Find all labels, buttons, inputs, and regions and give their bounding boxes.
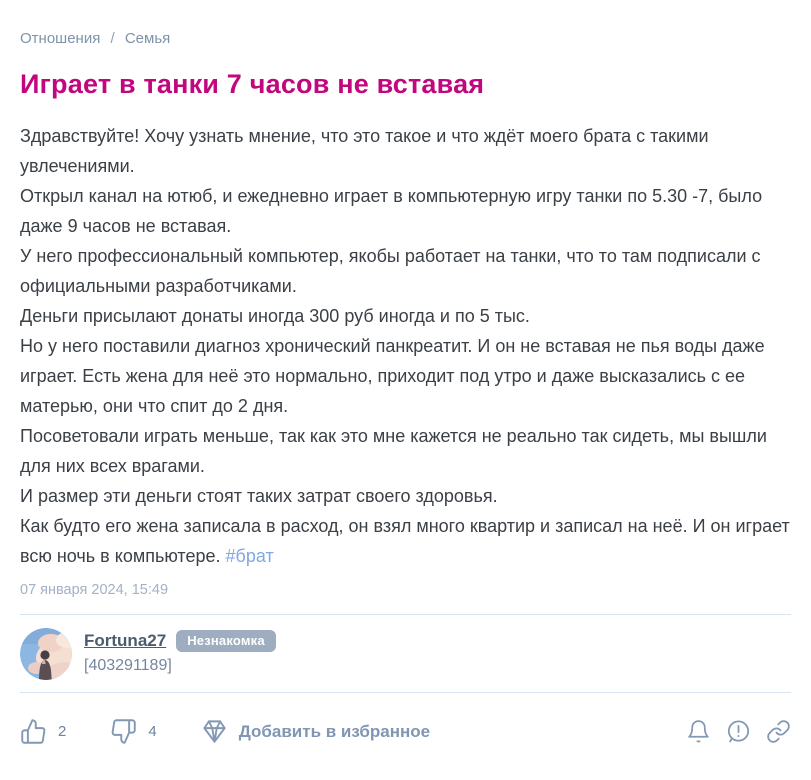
author-status-badge: Незнакомка bbox=[176, 630, 276, 652]
post-page bbox=[0, 30, 811, 745]
paragraph-text: У него профессиональный компьютер, якобы работает на танки, что то там подписали с официальными разработчиками. bbox=[20, 246, 761, 296]
paragraph-text: Посоветовали играть меньше, так как это мне кажется не реально так сидеть, мы вышли для них всех врагами. bbox=[20, 426, 767, 476]
post-body bbox=[20, 121, 791, 571]
post-paragraph bbox=[20, 511, 791, 571]
paragraph-text: Как будто его жена записала в расход, он взял много квартир и записал на неё. И он играет всю ночь в компьютере. bbox=[20, 516, 790, 566]
post-paragraph bbox=[20, 481, 791, 511]
post-paragraph bbox=[20, 121, 791, 181]
add-favorite-button[interactable] bbox=[201, 718, 430, 745]
report-button[interactable] bbox=[726, 719, 751, 744]
breadcrumb-separator: / bbox=[110, 30, 115, 47]
author-info bbox=[84, 628, 276, 675]
alert-circle-icon bbox=[726, 719, 751, 744]
author-block bbox=[20, 615, 791, 692]
thumbs-down-icon bbox=[110, 718, 137, 745]
paragraph-text: Деньги присылают донаты иногда 300 руб иногда и по 5 тыс. bbox=[20, 306, 530, 326]
author-username[interactable]: Fortuna27 bbox=[84, 631, 167, 650]
actions-right bbox=[686, 719, 791, 744]
post-paragraph bbox=[20, 181, 791, 241]
like-button[interactable] bbox=[20, 718, 66, 745]
paragraph-text: Но у него поставили диагноз хронический панкреатит. И он не вставая не пья воды даже играет. Есть жена для неё это нормально, приходит под утро и даже высказались с ее матерью, они что спит до 2 дня. bbox=[20, 336, 765, 416]
link-icon-button[interactable] bbox=[766, 719, 791, 744]
hashtag-link[interactable]: #брат bbox=[225, 546, 274, 566]
post-date: 07 января 2024, 15:49 bbox=[20, 582, 169, 598]
dislike-count: 4 bbox=[148, 723, 157, 740]
paragraph-text: Здравствуйте! Хочу узнать мнение, что это такое и что ждёт моего брата с такими увлечениями. bbox=[20, 126, 709, 176]
link-icon bbox=[766, 719, 791, 744]
like-count: 2 bbox=[58, 723, 67, 740]
actions-left bbox=[20, 718, 430, 745]
post-title: Играет в танки 7 часов не вставая bbox=[20, 69, 485, 99]
breadcrumb-link-category[interactable]: Отношения bbox=[20, 30, 101, 47]
avatar[interactable] bbox=[20, 628, 72, 680]
post-paragraph bbox=[20, 331, 791, 421]
avatar-image bbox=[20, 628, 72, 680]
post-paragraph bbox=[20, 421, 791, 481]
gem-icon bbox=[201, 718, 228, 745]
add-favorite-label: Добавить в избранное bbox=[238, 721, 431, 741]
breadcrumb bbox=[20, 30, 791, 47]
actions-bar bbox=[20, 693, 791, 745]
subscribe-button[interactable] bbox=[686, 719, 711, 744]
breadcrumb-link-subcategory[interactable]: Семья bbox=[124, 30, 171, 47]
post-paragraph bbox=[20, 241, 791, 301]
bell-icon bbox=[686, 719, 711, 744]
thumbs-up-icon bbox=[20, 718, 47, 745]
post-paragraph bbox=[20, 301, 791, 331]
author-uid: [403291189] bbox=[84, 657, 172, 674]
dislike-button[interactable] bbox=[110, 718, 156, 745]
paragraph-text: И размер эти деньги стоят таких затрат своего здоровья. bbox=[20, 486, 498, 506]
paragraph-text: Открыл канал на ютюб, и ежедневно играет в компьютерную игру танки по 5.30 -7, было даже 9 часов не вставая. bbox=[20, 186, 763, 236]
